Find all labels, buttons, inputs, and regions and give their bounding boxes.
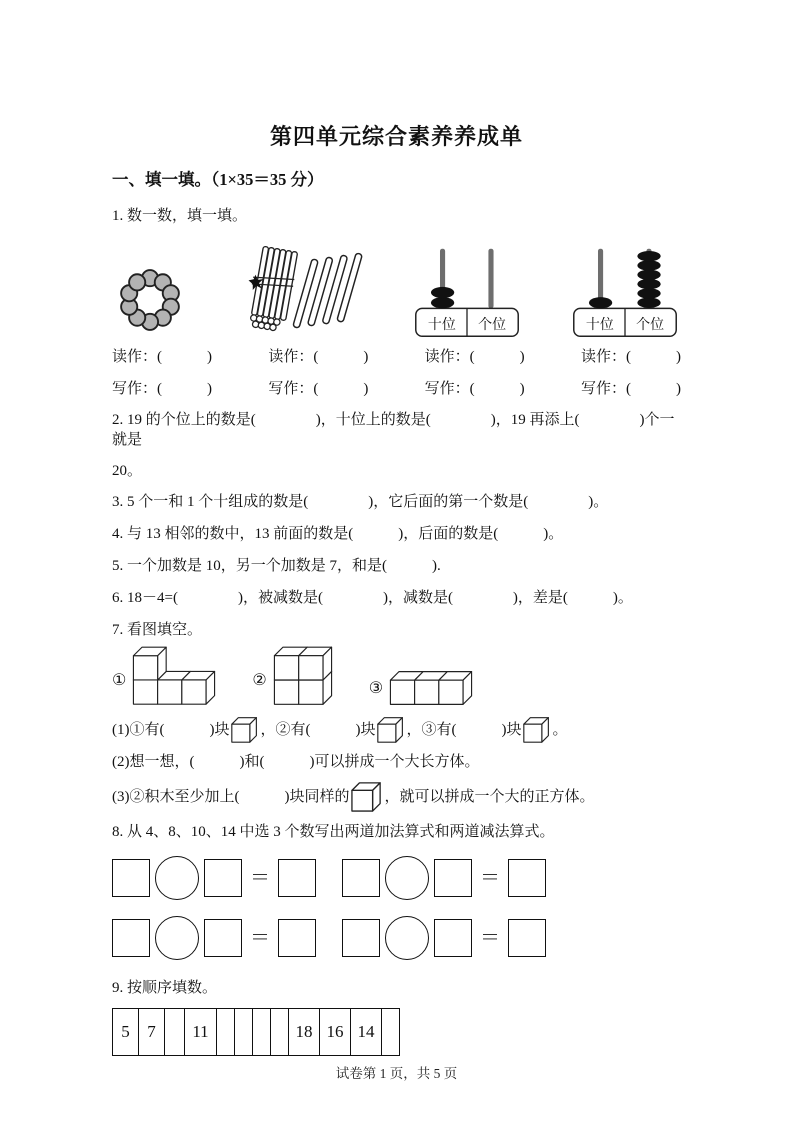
figure-2-label: ②: [252, 672, 267, 689]
operator-circle: [155, 916, 199, 960]
write-as-blank: 写作：( ): [112, 381, 212, 397]
number-box: [434, 919, 472, 957]
result-box: [278, 859, 316, 897]
sub1-part: (1)①有( )块: [112, 721, 230, 738]
write-as-row: [112, 378, 681, 400]
unit-cube-icon: [377, 716, 404, 743]
sequence-cell: [235, 1009, 253, 1055]
l-shape-cubes-figure: [132, 644, 216, 706]
read-as-blank: 读作：( ): [112, 349, 212, 365]
bead-ring-figure: [112, 260, 188, 340]
equation-row-1: [112, 856, 681, 900]
cube-figure-3: [369, 670, 473, 706]
figure-1-label: ①: [112, 672, 127, 689]
square-2x2-cubes-figure: [273, 644, 333, 706]
sequence-cell: [217, 1009, 235, 1055]
write-as-blank: 写作：( ): [268, 381, 369, 397]
number-box: [204, 919, 242, 957]
ones-label: 个位: [636, 317, 665, 333]
read-as-blank: 读作：( ): [268, 349, 369, 365]
sequence-cell: [271, 1009, 289, 1055]
page-title: 第四单元综合素养养成单: [269, 124, 523, 149]
sub3-part: (3)②积木至少加上( )块同样的: [112, 788, 350, 805]
unit-cube-icon: [351, 781, 382, 812]
tens-label: 十位: [428, 317, 457, 333]
operator-circle: [385, 916, 429, 960]
sequence-cell: [165, 1009, 185, 1055]
write-as-blank: 写作：( ): [580, 381, 681, 397]
question-7-sub2: [112, 751, 681, 773]
page-footer: 试卷第 1 页，共 5 页: [335, 1066, 458, 1081]
number-box: [434, 859, 472, 897]
question-7-figures: [112, 644, 681, 706]
number-sequence-table: [112, 1008, 400, 1056]
question-3-text: 3. 5 个一和 1 个十组成的数是( )，它后面的第一个数是( )。: [112, 494, 609, 510]
counting-sticks-figure: [234, 244, 366, 340]
ones-label: 个位: [478, 317, 507, 333]
result-box: [508, 859, 546, 897]
sequence-cell: [382, 1009, 399, 1055]
sequence-cell: [253, 1009, 271, 1055]
question-6-text: 6. 18－4=( )，被减数是( )，减数是( )，差是( )。: [112, 590, 633, 606]
cube-figure-2: [252, 644, 332, 706]
number-box: [342, 859, 380, 897]
number-box: [204, 859, 242, 897]
sub1-part: ，③有( )块: [406, 721, 522, 738]
write-as-blank: 写作：( ): [424, 381, 525, 397]
equation-row-2: [112, 916, 681, 960]
place-value-abacus-16: [569, 245, 681, 340]
sequence-cell: 18: [289, 1009, 320, 1055]
operator-circle: [155, 856, 199, 900]
question-1-text: 1. 数一数，填一填。: [112, 208, 248, 224]
sequence-cell: 5: [113, 1009, 139, 1055]
figure-3-label: ③: [368, 680, 384, 697]
place-value-abacus-20: [411, 245, 523, 340]
question-4-text: 4. 与 13 相邻的数中，13 前面的数是( )，后面的数是( )。: [112, 526, 564, 542]
question-2-line1: 2. 19 的个位上的数是( )，十位上的数是( )，19 再添上( )个一就是: [112, 412, 675, 448]
sequence-cell: 16: [320, 1009, 351, 1055]
question-2-line2: 20。: [112, 463, 143, 479]
number-box: [112, 859, 150, 897]
question-7-text: 7. 看图填空。: [112, 622, 203, 638]
cube-figure-1: [112, 644, 216, 706]
read-as-row: [112, 346, 681, 368]
sub2-text: (2)想一想，( )和( )可以拼成一个大长方体。: [112, 754, 480, 770]
unit-cube-icon: [523, 716, 550, 743]
question-7-sub3: [112, 781, 681, 812]
equals-sign: ＝: [480, 927, 500, 949]
sub3-part: ，就可以拼成一个大的正方体。: [384, 788, 595, 805]
read-as-blank: 读作：( ): [424, 349, 525, 365]
sequence-cell: 11: [185, 1009, 217, 1055]
number-box: [112, 919, 150, 957]
question-8-text: 8. 从 4、8、10、14 中选 3 个数写出两道加法算式和两道减法算式。: [112, 824, 555, 840]
row-of-3-cubes-figure: [389, 670, 473, 706]
equals-sign: ＝: [480, 867, 500, 889]
question-9-text: 9. 按顺序填数。: [112, 980, 218, 996]
number-box: [342, 919, 380, 957]
question-5-text: 5. 一个加数是 10，另一个加数是 7，和是( ).: [112, 558, 441, 574]
result-box: [508, 919, 546, 957]
sub1-part: ，②有( )块: [260, 721, 376, 738]
sub1-part: 。: [552, 721, 568, 738]
read-as-blank: 读作：( ): [580, 349, 681, 365]
result-box: [278, 919, 316, 957]
equals-sign: ＝: [250, 927, 270, 949]
question-7-sub1: [112, 716, 681, 743]
operator-circle: [385, 856, 429, 900]
section-heading: 一、填一填。（1×35＝35 分）: [112, 170, 324, 189]
unit-cube-icon: [231, 716, 258, 743]
sequence-cell: 7: [139, 1009, 165, 1055]
tens-label: 十位: [585, 317, 614, 333]
equals-sign: ＝: [250, 867, 270, 889]
question-1-figures: [112, 238, 681, 340]
sequence-cell: 14: [351, 1009, 382, 1055]
